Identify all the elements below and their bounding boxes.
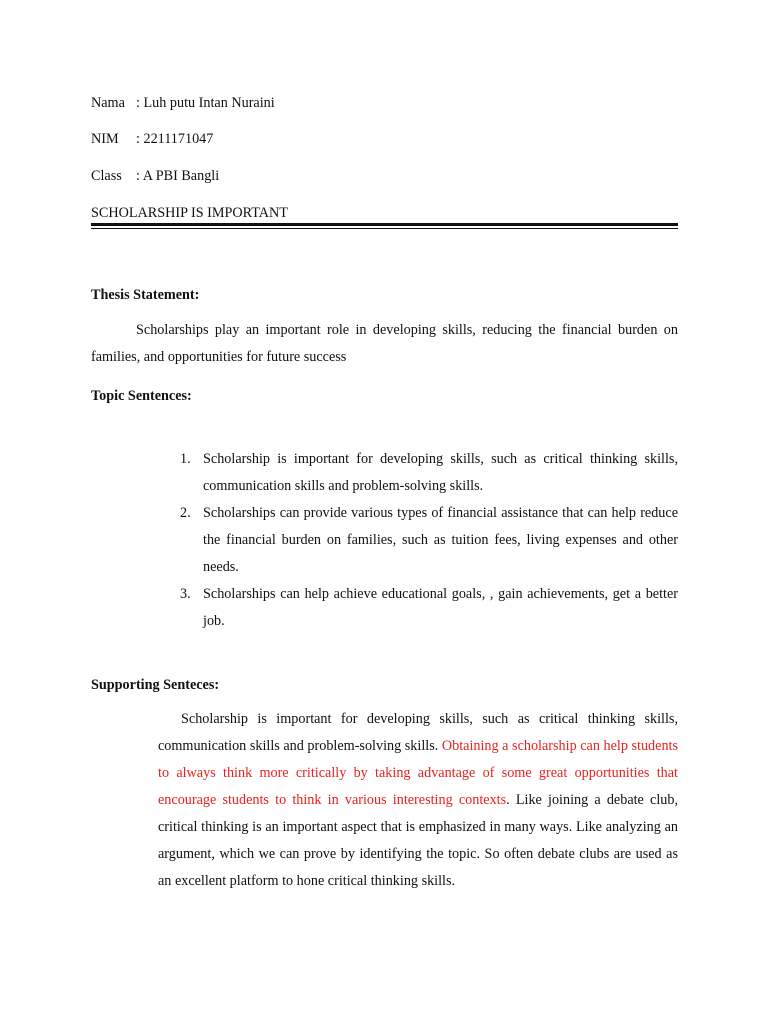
list-item <box>160 446 678 500</box>
topic-list <box>160 446 678 635</box>
list-item-text: Scholarships can provide various types of financial assistance that can help reduce the financial burden on families, such as tuition fees, living expenses and other needs. <box>203 505 678 575</box>
document-title: SCHOLARSHIP IS IMPORTANT <box>91 205 288 221</box>
name-line <box>91 95 275 112</box>
title-rule-thin <box>91 228 678 229</box>
supporting-heading: Supporting Senteces: <box>91 677 220 693</box>
supporting-text-highlight: Obtaining a scholarship can help students to always think more critically by taking advantage of some great opportunities that encourage students to think in various interesting contexts <box>158 738 678 808</box>
class-label: Class <box>91 168 122 184</box>
list-item-text: Scholarship is important for developing skills, such as critical thinking skills, communication skills and problem-solving skills. <box>203 451 678 494</box>
topic-heading: Topic Sentences: <box>91 388 192 404</box>
thesis-text: Scholarships play an important role in developing skills, reducing the financial burden on families, and opportunities for future success <box>91 322 678 365</box>
supporting-text-part3: . Like joining a debate club, critical thinking is an important aspect that is emphasized in many ways. Like analyzing an argument, which we can prove by identifying the topic. So often debate clubs are used as an excellent platform to hone critical thinking skills. <box>158 792 678 889</box>
class-value: : A PBI Bangli <box>136 168 220 184</box>
list-item-number: 2. <box>180 505 191 521</box>
nim-value: : 2211171047 <box>136 131 214 147</box>
thesis-heading: Thesis Statement: <box>91 287 200 303</box>
class-line <box>91 168 219 185</box>
nim-line <box>91 131 213 148</box>
list-item <box>160 500 678 581</box>
supporting-paragraph <box>158 706 678 895</box>
name-label: Nama <box>91 95 125 111</box>
list-item-number: 1. <box>180 451 191 467</box>
list-item-text: Scholarships can help achieve educational goals, , gain achievements, get a better job. <box>203 586 678 629</box>
list-item <box>160 581 678 635</box>
list-item-number: 3. <box>180 586 191 602</box>
title-rule-thick <box>91 223 678 226</box>
nim-label: NIM <box>91 131 119 147</box>
name-value: : Luh putu Intan Nuraini <box>136 95 275 111</box>
supporting-text-part1: Scholarship is important for developing skills, such as critical thinking skills, communication skills and problem-solving skills. <box>158 711 678 754</box>
